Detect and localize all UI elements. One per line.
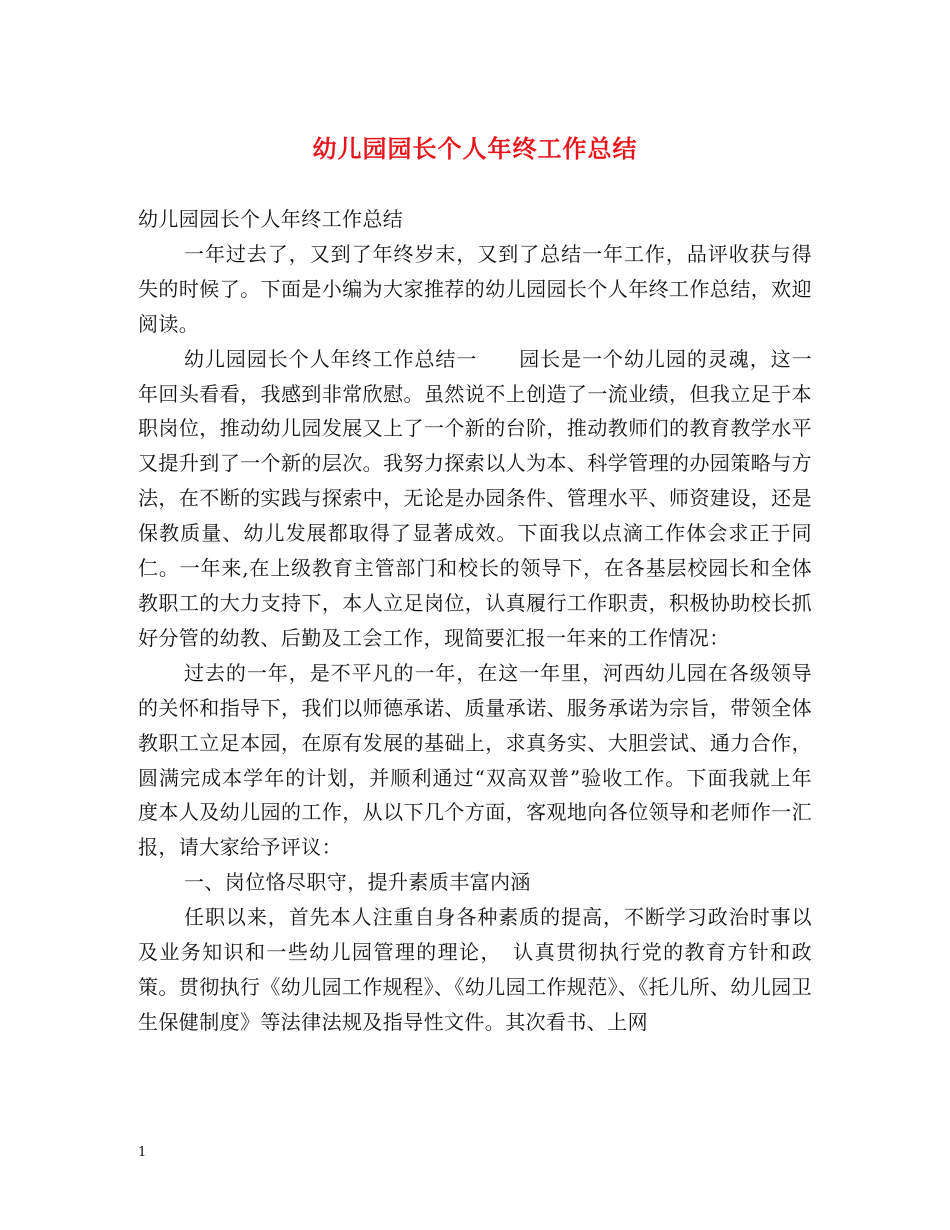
page-number: 1 [138,1145,147,1160]
document-body [138,202,812,1040]
paragraph-past-year: 过去的一年，是不平凡的一年，在这一年里，河西幼儿园在各级领导的关怀和指导下，我们以师德承诺、质量承诺、服务承诺为宗旨，带领全体教职工立足本园，在原有发展的基础上，求真务实、大胆尝试、通力合作，圆满完成本学年的计划，并顺利通过“双高双普”验收工作。下面我就上年度本人及幼儿园的工作，从以下几个方面，客观地向各位领导和老师作一汇报，请大家给予评议： [138,660,812,860]
paragraph-intro: 一年过去了，又到了年终岁末，又到了总结一年工作，品评收获与得失的时候了。下面是小编为大家推荐的幼儿园园长个人年终工作总结，欢迎阅读。 [138,241,812,336]
paragraph-summary-one: 幼儿园园长个人年终工作总结一 园长是一个幼儿园的灵魂，这一年回头看看，我感到非常欣慰。虽然说不上创造了一流业绩，但我立足于本职岗位，推动幼儿园发展又上了一个新的台阶，推动教师们的教育教学水平又提升到了一个新的层次。我努力探索以人为本、科学管理的办园策略与方法，在不断的实践与探索中，无论是办园条件、管理水平、师资建设，还是保教质量、幼儿发展都取得了显著成效。下面我以点滴工作体会求正于同仁。一年来,在上级教育主管部门和校长的领导下，在各基层校园长和全体教职工的大力支持下，本人立足岗位，认真履行工作职责，积极协助校长抓好分管的幼教、后勤及工会工作，现简要汇报一年来的工作情况： [138,346,812,650]
paragraph-since-appointment: 任职以来，首先本人注重自身各种素质的提高，不断学习政治时事以及业务知识和一些幼儿园管理的理论， 认真贯彻执行党的教育方针和政策。贯彻执行《幼儿园工作规程》、《幼儿园工作规范》、《托儿所、幼儿园卫生保健制度》等法律法规及指导性文件。其次看书、上网 [138,905,812,1034]
document-title: 幼儿园园长个人年终工作总结 [312,134,638,163]
document-subtitle: 幼儿园园长个人年终工作总结 [138,207,404,231]
section-heading-one: 一、岗位恪尽职守，提升素质丰富内涵 [184,870,531,895]
